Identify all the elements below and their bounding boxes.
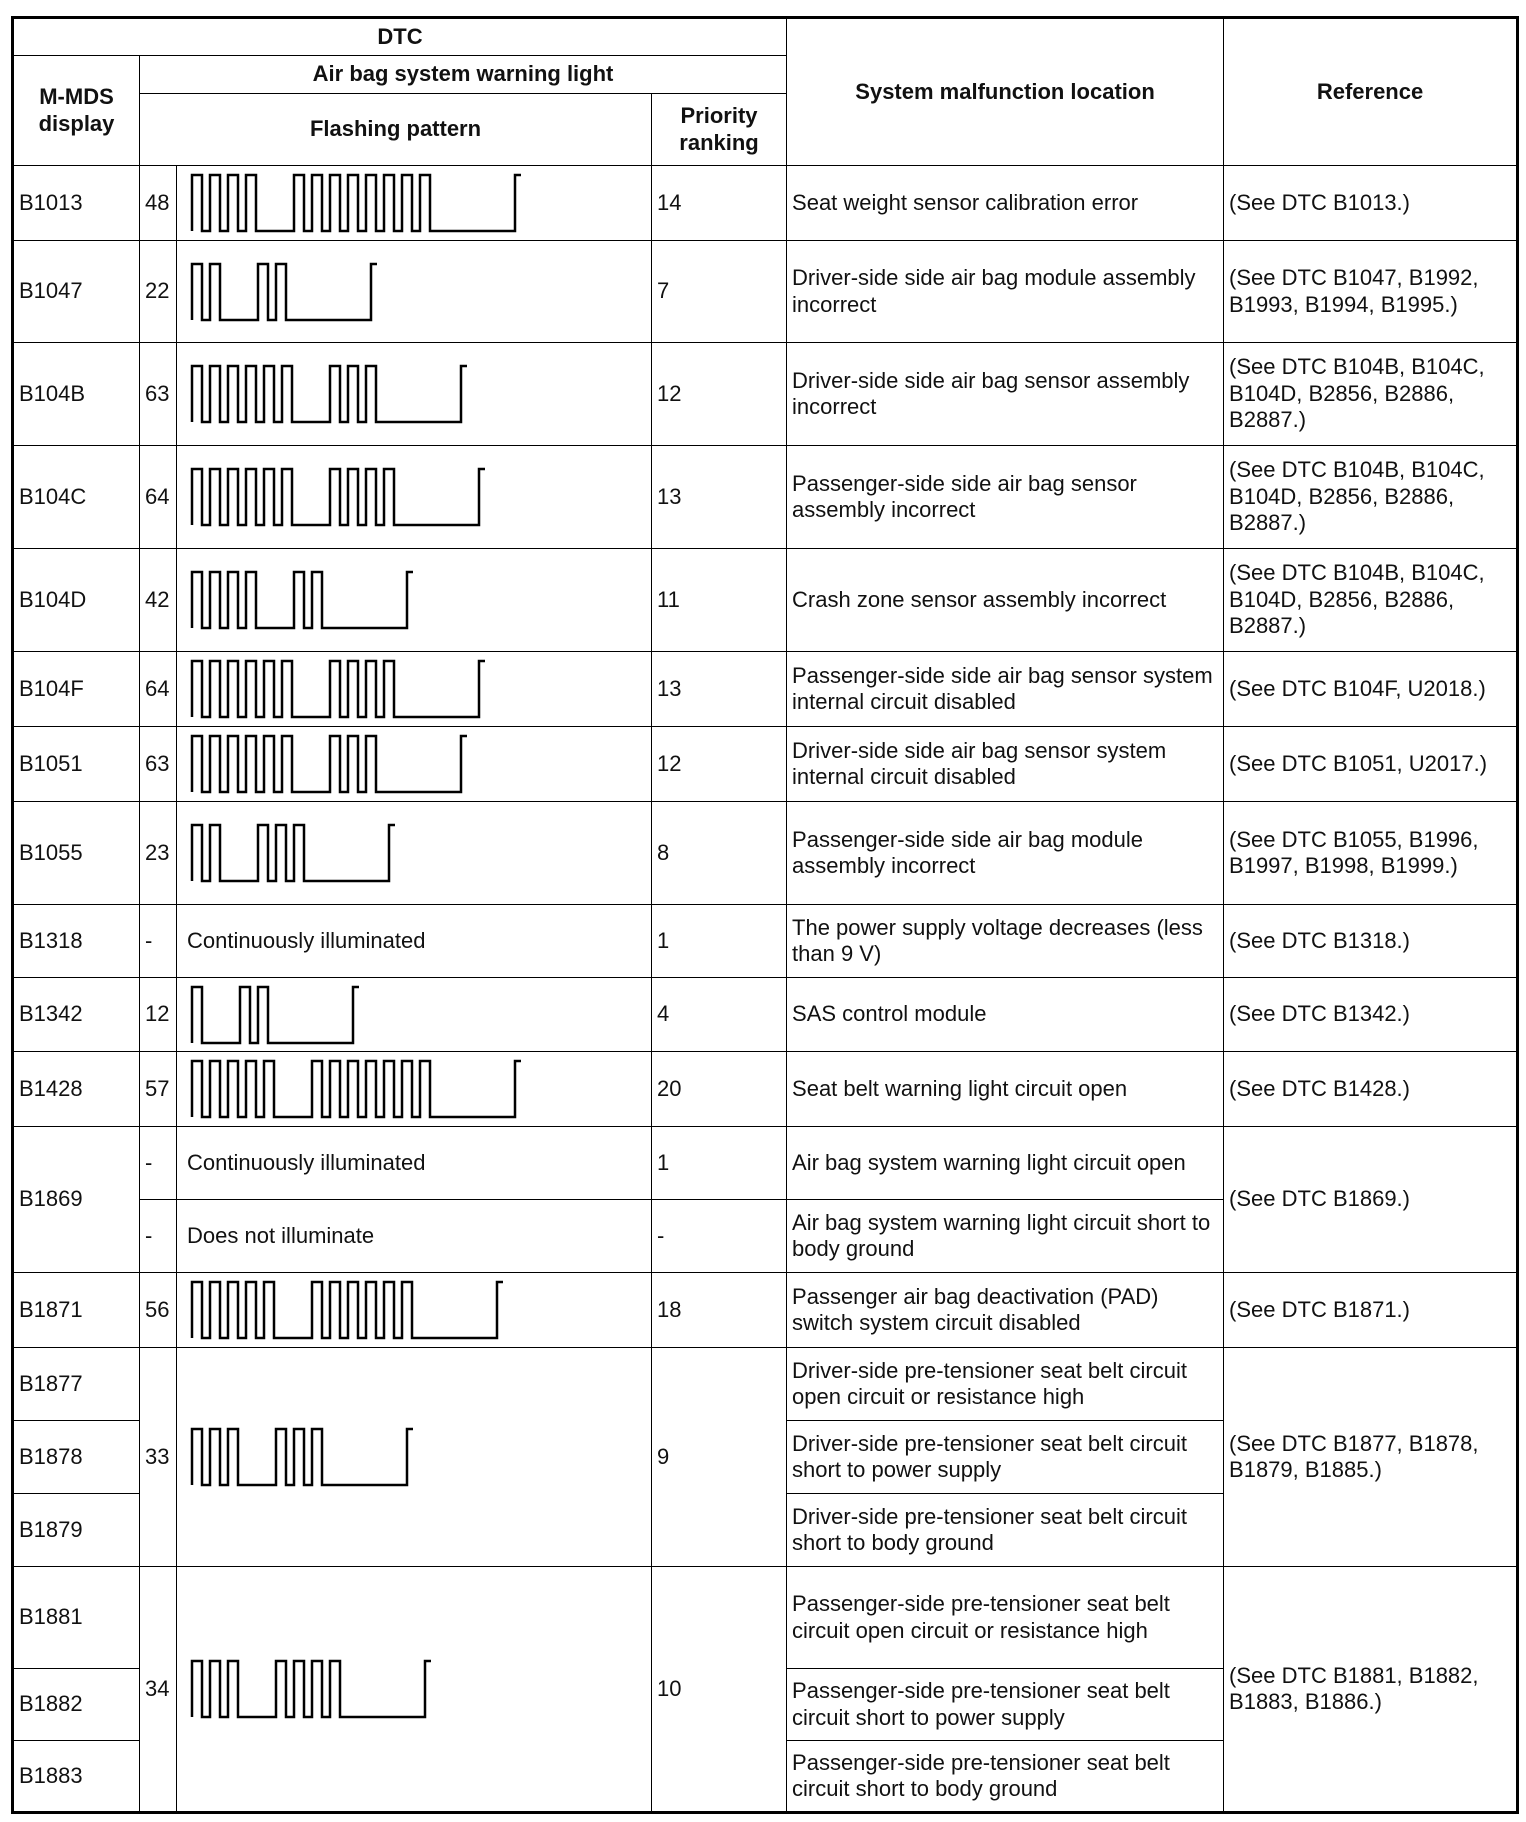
priority-value: 1 — [652, 1127, 787, 1200]
flash-count: - — [140, 1127, 177, 1200]
priority-value: - — [652, 1200, 787, 1273]
reference-value: (See DTC B1881, B1882, B1883, B1886.) — [1224, 1567, 1518, 1813]
flash-waveform — [182, 171, 533, 235]
reference-value: (See DTC B1871.) — [1224, 1273, 1518, 1348]
flash-pattern — [177, 727, 652, 802]
priority-value: 9 — [652, 1348, 787, 1567]
table-row — [13, 1348, 1518, 1421]
flash-pattern — [177, 1567, 652, 1813]
dtc-code: B1877 — [13, 1348, 140, 1421]
flash-waveform-line — [192, 987, 359, 1043]
reference-value: (See DTC B1047, B1992, B1993, B1994, B1995.) — [1224, 241, 1518, 343]
malfunction-location: Passenger air bag deactivation (PAD) switch system circuit disabled — [787, 1273, 1224, 1348]
warning-light-header: Air bag system warning light — [140, 56, 787, 94]
pattern-text: Continuously illuminated — [187, 927, 426, 953]
flash-count: 63 — [140, 727, 177, 802]
table-row — [13, 905, 1518, 978]
flash-waveform-line — [192, 572, 413, 628]
reference-value: (See DTC B1055, B1996, B1997, B1998, B1999.) — [1224, 802, 1518, 905]
malfunction-location: Driver-side side air bag sensor system internal circuit disabled — [787, 727, 1224, 802]
flash-pattern — [177, 549, 652, 652]
priority-value: 1 — [652, 905, 787, 978]
flash-pattern — [177, 652, 652, 727]
dtc-code: B1051 — [13, 727, 140, 802]
flash-waveform-line — [192, 1429, 413, 1485]
flash-waveform-line — [192, 175, 521, 231]
flash-pattern — [177, 1348, 652, 1567]
flash-count: 42 — [140, 549, 177, 652]
malfunction-location: Passenger-side side air bag sensor assembly incorrect — [787, 446, 1224, 549]
flash-waveform — [182, 821, 407, 885]
pattern-text: Continuously illuminated — [187, 1149, 426, 1175]
flash-count: 63 — [140, 343, 177, 446]
flash-waveform-line — [192, 1061, 521, 1117]
table-row — [13, 1567, 1518, 1669]
malfunction-location: Passenger-side pre-tensioner seat belt circuit short to power supply — [787, 1669, 1224, 1741]
reference-value: (See DTC B104F, U2018.) — [1224, 652, 1518, 727]
malfunction-location: Crash zone sensor assembly incorrect — [787, 549, 1224, 652]
table-row — [13, 978, 1518, 1052]
flash-pattern — [177, 978, 652, 1052]
table-row — [13, 549, 1518, 652]
flash-count: 64 — [140, 446, 177, 549]
dtc-header: DTC — [13, 18, 787, 56]
dtc-table — [11, 16, 1519, 1814]
flash-count: 48 — [140, 166, 177, 241]
flash-waveform-line — [192, 469, 485, 525]
location-header: System malfunction location — [787, 18, 1224, 166]
dtc-code: B1428 — [13, 1052, 140, 1127]
flash-count: - — [140, 905, 177, 978]
dtc-code: B104F — [13, 652, 140, 727]
malfunction-location: Driver-side pre-tensioner seat belt circuit short to power supply — [787, 1421, 1224, 1494]
table-row — [13, 652, 1518, 727]
priority-header: Priority ranking — [652, 94, 787, 166]
malfunction-location: The power supply voltage decreases (less than 9 V) — [787, 905, 1224, 978]
flash-waveform — [182, 568, 425, 632]
reference-value: (See DTC B104B, B104C, B104D, B2856, B2886, B2887.) — [1224, 343, 1518, 446]
dtc-code: B1318 — [13, 905, 140, 978]
flash-waveform-line — [192, 264, 377, 320]
priority-value: 11 — [652, 549, 787, 652]
flash-pattern — [177, 1200, 652, 1273]
table-row — [13, 446, 1518, 549]
flash-waveform-line — [192, 661, 485, 717]
dtc-code: B104C — [13, 446, 140, 549]
flash-waveform-line — [192, 1661, 431, 1717]
flash-pattern — [177, 343, 652, 446]
flash-waveform — [182, 260, 389, 324]
reference-value: (See DTC B104B, B104C, B104D, B2856, B2886, B2887.) — [1224, 549, 1518, 652]
table-row — [13, 1052, 1518, 1127]
reference-value: (See DTC B1869.) — [1224, 1127, 1518, 1273]
flash-pattern — [177, 802, 652, 905]
flash-waveform — [182, 465, 497, 529]
flash-count: 56 — [140, 1273, 177, 1348]
flash-count: 12 — [140, 978, 177, 1052]
flash-pattern — [177, 446, 652, 549]
flash-count: 33 — [140, 1348, 177, 1567]
malfunction-location: Seat belt warning light circuit open — [787, 1052, 1224, 1127]
reference-value: (See DTC B1051, U2017.) — [1224, 727, 1518, 802]
malfunction-location: Air bag system warning light circuit short to body ground — [787, 1200, 1224, 1273]
malfunction-location: Seat weight sensor calibration error — [787, 166, 1224, 241]
priority-value: 13 — [652, 446, 787, 549]
malfunction-location: Driver-side pre-tensioner seat belt circuit open circuit or resistance high — [787, 1348, 1224, 1421]
flash-count: 64 — [140, 652, 177, 727]
dtc-code: B1882 — [13, 1669, 140, 1741]
malfunction-location: Passenger-side pre-tensioner seat belt circuit open circuit or resistance high — [787, 1567, 1224, 1669]
flash-waveform-line — [192, 736, 467, 792]
table-row — [13, 343, 1518, 446]
table-row — [13, 166, 1518, 241]
priority-value: 13 — [652, 652, 787, 727]
reference-value: (See DTC B1877, B1878, B1879, B1885.) — [1224, 1348, 1518, 1567]
flash-waveform — [182, 1657, 443, 1721]
reference-value: (See DTC B1428.) — [1224, 1052, 1518, 1127]
dtc-code: B1883 — [13, 1741, 140, 1813]
flash-waveform — [182, 1278, 515, 1342]
flash-count: - — [140, 1200, 177, 1273]
dtc-code: B104B — [13, 343, 140, 446]
mmds-header: M-MDS display — [13, 56, 140, 166]
dtc-code: B1055 — [13, 802, 140, 905]
reference-value: (See DTC B1342.) — [1224, 978, 1518, 1052]
flash-pattern — [177, 1127, 652, 1200]
pattern-text: Does not illuminate — [187, 1222, 375, 1248]
reference-value: (See DTC B104B, B104C, B104D, B2856, B2886, B2887.) — [1224, 446, 1518, 549]
flash-waveform — [182, 1057, 533, 1121]
priority-value: 7 — [652, 241, 787, 343]
table-row — [13, 727, 1518, 802]
dtc-code: B1871 — [13, 1273, 140, 1348]
reference-header: Reference — [1224, 18, 1518, 166]
priority-value: 18 — [652, 1273, 787, 1348]
flash-count: 34 — [140, 1567, 177, 1813]
malfunction-location: Driver-side side air bag sensor assembly incorrect — [787, 343, 1224, 446]
flash-waveform — [182, 362, 479, 426]
malfunction-location: Air bag system warning light circuit open — [787, 1127, 1224, 1200]
priority-value: 4 — [652, 978, 787, 1052]
reference-value: (See DTC B1318.) — [1224, 905, 1518, 978]
flash-pattern — [177, 166, 652, 241]
flash-waveform — [182, 1425, 425, 1489]
priority-value: 14 — [652, 166, 787, 241]
flash-count: 22 — [140, 241, 177, 343]
table-row — [13, 1127, 1518, 1200]
dtc-code: B1869 — [13, 1127, 140, 1273]
dtc-code: B1879 — [13, 1494, 140, 1567]
flash-waveform — [182, 657, 497, 721]
malfunction-location: Passenger-side side air bag module assembly incorrect — [787, 802, 1224, 905]
table-row — [13, 802, 1518, 905]
dtc-code: B1047 — [13, 241, 140, 343]
priority-value: 20 — [652, 1052, 787, 1127]
priority-value: 10 — [652, 1567, 787, 1813]
flash-waveform — [182, 983, 371, 1047]
reference-value: (See DTC B1013.) — [1224, 166, 1518, 241]
flash-pattern — [177, 1052, 652, 1127]
flash-waveform-line — [192, 366, 467, 422]
flash-count: 57 — [140, 1052, 177, 1127]
flash-pattern — [177, 241, 652, 343]
dtc-code: B1013 — [13, 166, 140, 241]
malfunction-location: Passenger-side side air bag sensor system internal circuit disabled — [787, 652, 1224, 727]
malfunction-location: Passenger-side pre-tensioner seat belt circuit short to body ground — [787, 1741, 1224, 1813]
table-row — [13, 1273, 1518, 1348]
flash-pattern — [177, 905, 652, 978]
flash-count: 23 — [140, 802, 177, 905]
dtc-code: B1342 — [13, 978, 140, 1052]
dtc-code: B1881 — [13, 1567, 140, 1669]
dtc-code: B104D — [13, 549, 140, 652]
table-row — [13, 241, 1518, 343]
priority-value: 12 — [652, 727, 787, 802]
priority-value: 8 — [652, 802, 787, 905]
flash-pattern — [177, 1273, 652, 1348]
dtc-code: B1878 — [13, 1421, 140, 1494]
priority-value: 12 — [652, 343, 787, 446]
malfunction-location: Driver-side side air bag module assembly incorrect — [787, 241, 1224, 343]
malfunction-location: Driver-side pre-tensioner seat belt circuit short to body ground — [787, 1494, 1224, 1567]
flash-waveform-line — [192, 825, 395, 881]
flash-waveform-line — [192, 1282, 503, 1338]
flashing-pattern-header: Flashing pattern — [140, 94, 652, 166]
malfunction-location: SAS control module — [787, 978, 1224, 1052]
flash-waveform — [182, 732, 479, 796]
